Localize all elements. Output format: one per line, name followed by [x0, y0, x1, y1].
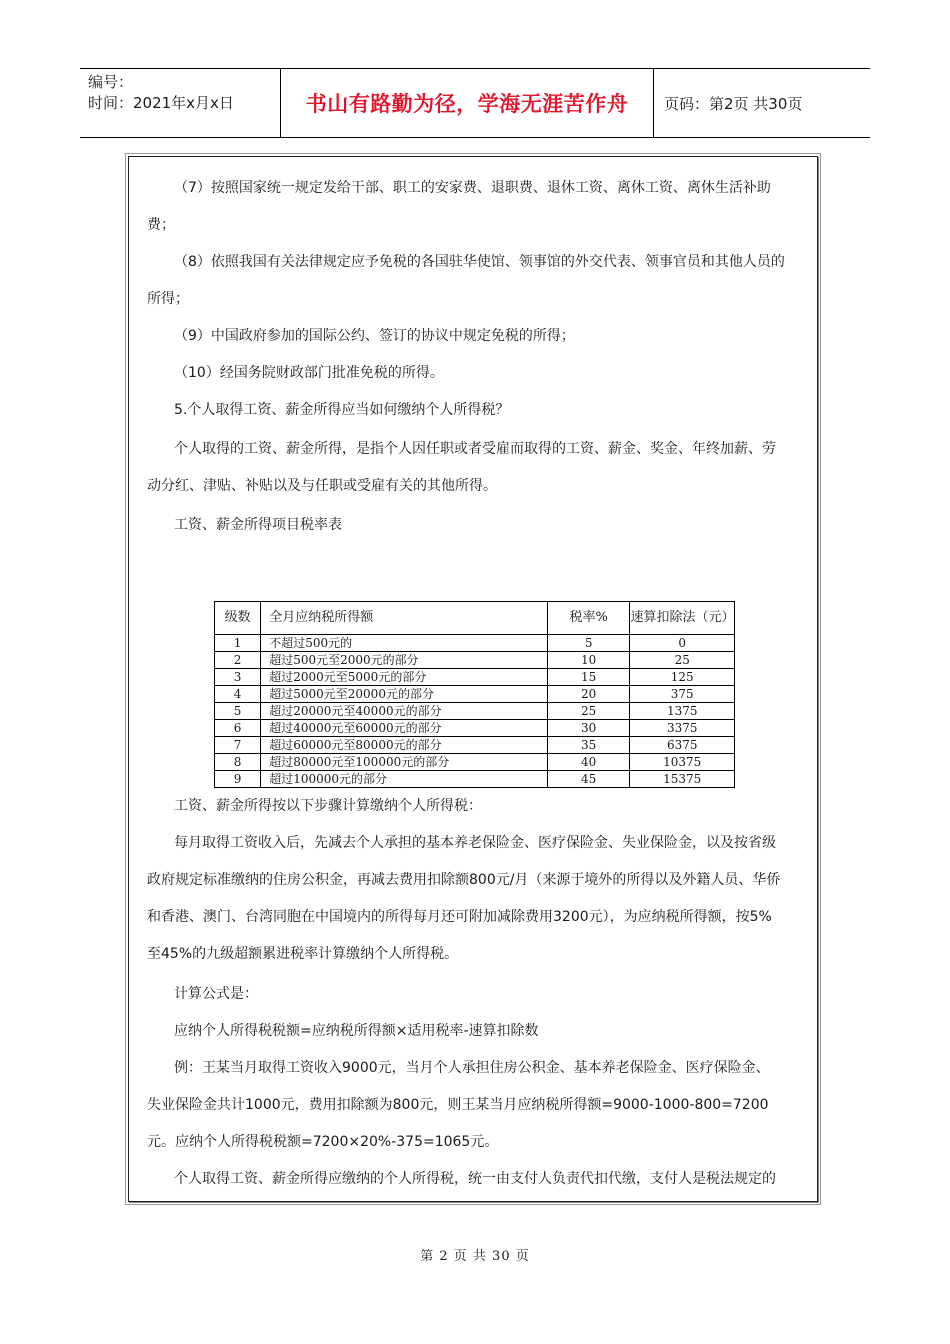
- cell-rate: 40: [547, 754, 630, 771]
- cell-income: 不超过500元的: [261, 635, 548, 652]
- table-row: [215, 669, 735, 686]
- header-page-info: 页码：第2页 共30页: [664, 94, 803, 113]
- cell-deduction: 125: [630, 669, 735, 686]
- page-footer: 第 2 页 共 30 页: [420, 1249, 530, 1264]
- cell-rate: 35: [547, 737, 630, 754]
- cell-rate: 20: [547, 686, 630, 703]
- body-line: 所得；: [147, 291, 189, 307]
- table-row: [215, 737, 735, 754]
- body-line: 个人取得工资、薪金所得应缴纳的个人所得税，统一由支付人负责代扣代缴，支付人是税法规定的: [174, 1171, 776, 1187]
- cell-income: 超过40000元至60000元的部分: [261, 720, 548, 737]
- cell-level: 2: [215, 652, 261, 669]
- cell-deduction: 3375: [630, 720, 735, 737]
- number-label: 编号：: [88, 73, 134, 91]
- cell-level: 4: [215, 686, 261, 703]
- section-heading: 5.个人取得工资、薪金所得应当如何缴纳个人所得税？: [174, 402, 510, 418]
- body-line: 和香港、澳门、台湾同胞在中国境内的所得每月还可附加减除费用3200元），为应纳税所得额，按5%: [147, 909, 772, 925]
- table-header-row: [215, 602, 735, 635]
- body-line: 个人取得的工资、薪金所得，是指个人因任职或者受雇而取得的工资、薪金、奖金、年终加薪、劳: [174, 441, 776, 457]
- cell-income: 超过80000元至100000元的部分: [261, 754, 548, 771]
- body-line: 计算公式是：: [174, 986, 258, 1002]
- cell-level: 8: [215, 754, 261, 771]
- body-line: 工资、薪金所得按以下步骤计算缴纳个人所得税：: [174, 798, 482, 814]
- header-meta: [80, 69, 281, 137]
- body-line: 失业保险金共计1000元，费用扣除额为800元，则王某当月应纳税所得额=9000-1000-800=7200: [147, 1097, 769, 1113]
- cell-level: 6: [215, 720, 261, 737]
- body-line: （7）按照国家统一规定发给干部、职工的安家费、退职费、退休工资、离休工资、离休生活补助: [174, 180, 771, 196]
- cell-rate: 45: [547, 771, 630, 788]
- cell-income: 超过5000元至20000元的部分: [261, 686, 548, 703]
- table-row: [215, 720, 735, 737]
- cell-rate: 25: [547, 703, 630, 720]
- cell-income: 超过2000元至5000元的部分: [261, 669, 548, 686]
- header-level: 级数: [215, 602, 261, 635]
- cell-deduction: 0: [630, 635, 735, 652]
- body-line: 每月取得工资收入后，先减去个人承担的基本养老保险金、医疗保险金、失业保险金，以及按省级: [174, 835, 776, 851]
- header-rate: 税率%: [547, 602, 630, 635]
- cell-deduction: 25: [630, 652, 735, 669]
- body-line: 政府规定标准缴纳的住房公积金，再减去费用扣除额800元/月（来源于境外的所得以及外籍人员、华侨: [147, 872, 781, 888]
- table-row: [215, 686, 735, 703]
- cell-deduction: 6375: [630, 737, 735, 754]
- time-label: 时间：2021年x月x日: [88, 94, 234, 112]
- cell-rate: 15: [547, 669, 630, 686]
- cell-level: 5: [215, 703, 261, 720]
- body-line: （8）依照我国有关法律规定应予免税的各国驻华使馆、领事馆的外交代表、领事官员和其他人员的: [174, 254, 785, 270]
- table-row: [215, 635, 735, 652]
- body-line: 费；: [147, 217, 175, 233]
- cell-deduction: 10375: [630, 754, 735, 771]
- cell-level: 3: [215, 669, 261, 686]
- cell-deduction: 15375: [630, 771, 735, 788]
- cell-income: 超过60000元至80000元的部分: [261, 737, 548, 754]
- table-row: [215, 771, 735, 788]
- cell-level: 9: [215, 771, 261, 788]
- header-motto: 书山有路勤为径，学海无涯苦作舟: [281, 69, 654, 137]
- header-income: 全月应纳税所得额: [261, 602, 548, 635]
- body-line: 例：王某当月取得工资收入9000元，当月个人承担住房公积金、基本养老保险金、医疗保险金、: [174, 1060, 770, 1076]
- table-row: [215, 652, 735, 669]
- cell-income: 超过100000元的部分: [261, 771, 548, 788]
- cell-rate: 5: [547, 635, 630, 652]
- body-line: 动分红、津贴、补贴以及与任职或受雇有关的其他所得。: [147, 478, 497, 494]
- body-line: 至45%的九级超额累进税率计算缴纳个人所得税。: [147, 946, 459, 962]
- table-row: [215, 754, 735, 771]
- cell-deduction: 1375: [630, 703, 735, 720]
- table-row: [215, 703, 735, 720]
- cell-level: 1: [215, 635, 261, 652]
- page-header: [80, 68, 870, 138]
- cell-income: 超过20000元至40000元的部分: [261, 703, 548, 720]
- body-line: 元。应纳个人所得税税额=7200×20%-375=1065元。: [147, 1134, 499, 1150]
- body-line: （9）中国政府参加的国际公约、签订的协议中规定免税的所得；: [174, 328, 575, 344]
- cell-level: 7: [215, 737, 261, 754]
- cell-deduction: 375: [630, 686, 735, 703]
- table-caption: 工资、薪金所得项目税率表: [174, 517, 342, 533]
- formula-line: 应纳个人所得税税额=应纳税所得额×适用税率-速算扣除数: [174, 1023, 539, 1039]
- body-line: （10）经国务院财政部门批准免税的所得。: [174, 365, 444, 381]
- cell-rate: 10: [547, 652, 630, 669]
- cell-rate: 30: [547, 720, 630, 737]
- tax-rate-table: [214, 601, 735, 788]
- cell-income: 超过500元至2000元的部分: [261, 652, 548, 669]
- header-deduction: 速算扣除法（元）: [630, 602, 735, 635]
